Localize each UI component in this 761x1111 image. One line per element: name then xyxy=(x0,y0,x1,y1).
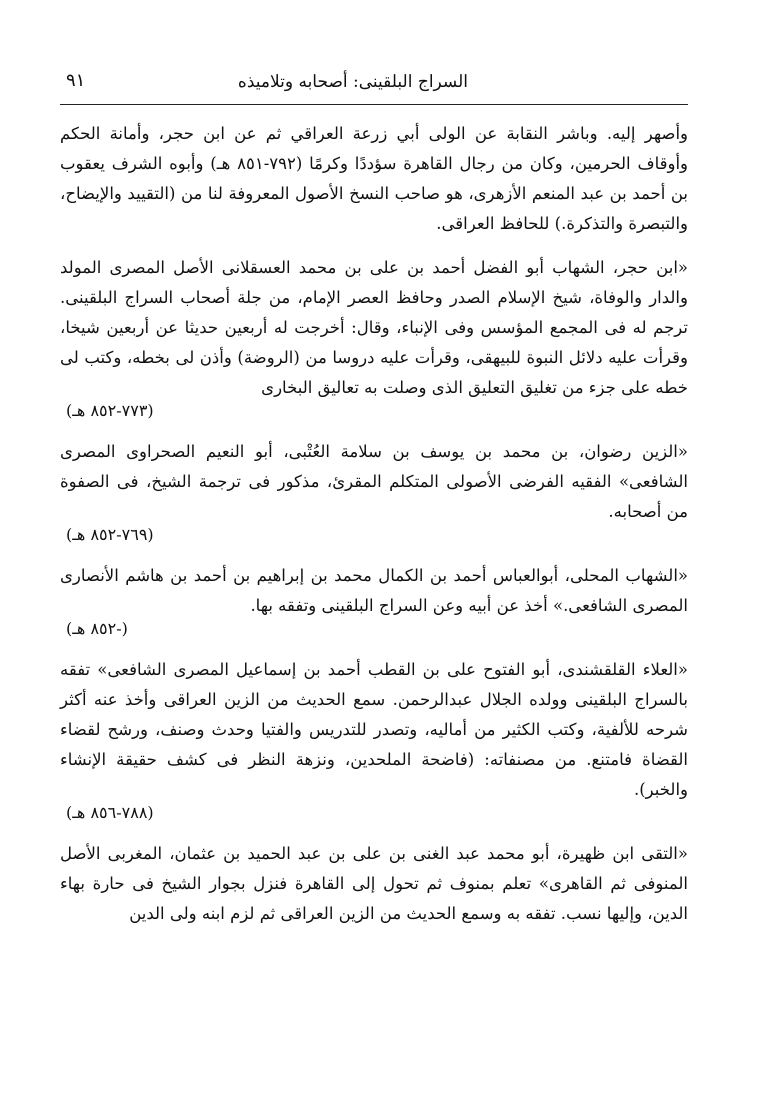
entry-text: «التقى ابن ظهيرة، أبو محمد عبد الغنى بن على بن عبد الحميد بن عثمان، المغربى الأصل المنوفى ثم القاهرى» تعلم بمنوف ثم تحول إلى القاهرة فنزل بجوار الشيخ فى حارة بهاء الدين، وإليها نسب. تفقه به وسمع الحديث من الزين العراقى ثم لزم ابنه ولى الدين xyxy=(60,844,688,923)
entry-dates-text: (٧٧٣-٨٥٢ هـ) xyxy=(66,401,154,420)
entry-dates-text: (٧٨٨-٨٥٦ هـ) xyxy=(66,803,154,822)
running-header xyxy=(60,60,688,105)
entry-dates-text: (-٨٥٢ هـ) xyxy=(66,619,128,638)
entry-dates xyxy=(60,523,688,547)
entry-text: «الزين رضوان، بن محمد بن يوسف بن سلامة العُتْبى، أبو النعيم الصحراوى المصرى الشافعى» الفقيه الفرضى الأصولى المتكلم المقرئ، مذكور فى ترجمة الشيخ، فى الصفوة من أصحابه. xyxy=(60,442,688,521)
running-title: السراج البلقينى: أصحابه وتلاميذه xyxy=(237,72,468,92)
page-body xyxy=(60,105,688,929)
biography-entry xyxy=(60,437,688,547)
entry-dates-text: (٧٦٩-٨٥٢ هـ) xyxy=(66,525,154,544)
biography-entry xyxy=(60,253,688,423)
page-number: ٩١ xyxy=(66,70,86,91)
biography-entry xyxy=(60,839,688,929)
entry-text: «العلاء القلقشندى، أبو الفتوح على بن القطب أحمد بن إسماعيل المصرى الشافعى» تفقه بالسراج البلقينى وولده الجلال عبدالرحمن. سمع الحديث من الزين العراقى وأخذ عنه أكثر شرحه للألفية، وكتب الكثير من أماليه، وتصدر للتدريس والفتيا وحدث وصنف، ورشح لقضاء القضاة فامتنع. من مصنفاته: (فاضحة الملحدين، ونزهة النظر فى كشف حقيقة الإنشاء والخبر). xyxy=(60,660,688,799)
biography-entry xyxy=(60,561,688,641)
entry-text: «الشهاب المحلى، أبوالعباس أحمد بن الكمال محمد بن إبراهيم بن أحمد بن هاشم الأنصارى المصرى الشافعى.» أخذ عن أبيه وعن السراج البلقينى وتفقه بها. xyxy=(60,566,688,615)
opening-paragraph: وأصهر إليه. وباشر النقابة عن الولى أبي زرعة العراقي ثم عن ابن حجر، وأمانة الحكم وأوقاف الحرمين، وكان من رجال القاهرة سؤددًا وكرمًا (٧٩٢-٨٥١ هـ) وأبوه الشرف يعقوب بن أحمد بن عبد المنعم الأزهرى، هو صاحب النسخ الأصول المعروفة لنا من (التقييد والإيضاح، والتبصرة والتذكرة.) للحافظ العراقى. xyxy=(60,124,688,233)
entry-dates xyxy=(60,801,688,825)
book-page xyxy=(60,60,688,1100)
biography-entry xyxy=(60,655,688,825)
entry-text: «ابن حجر، الشهاب أبو الفضل أحمد بن على بن محمد العسقلانى الأصل المصرى المولد والدار والوفاة، شيخ الإسلام الصدر وحافظ العصر الإمام، من جلة أصحاب السراج البلقينى. ترجم له فى المجمع المؤسس وفى الإنباء، وقال: أخرجت له أربعين حديثا عن أربعين شيخا، وقرأت عليه دلائل النبوة للبيهقى، وقرأت عليه دروسا من (الروضة) وأذن لى بخطه، وكتب لى خطه على جزء من تغليق التعليق الذى وصلت به تعاليق البخارى xyxy=(60,258,688,397)
